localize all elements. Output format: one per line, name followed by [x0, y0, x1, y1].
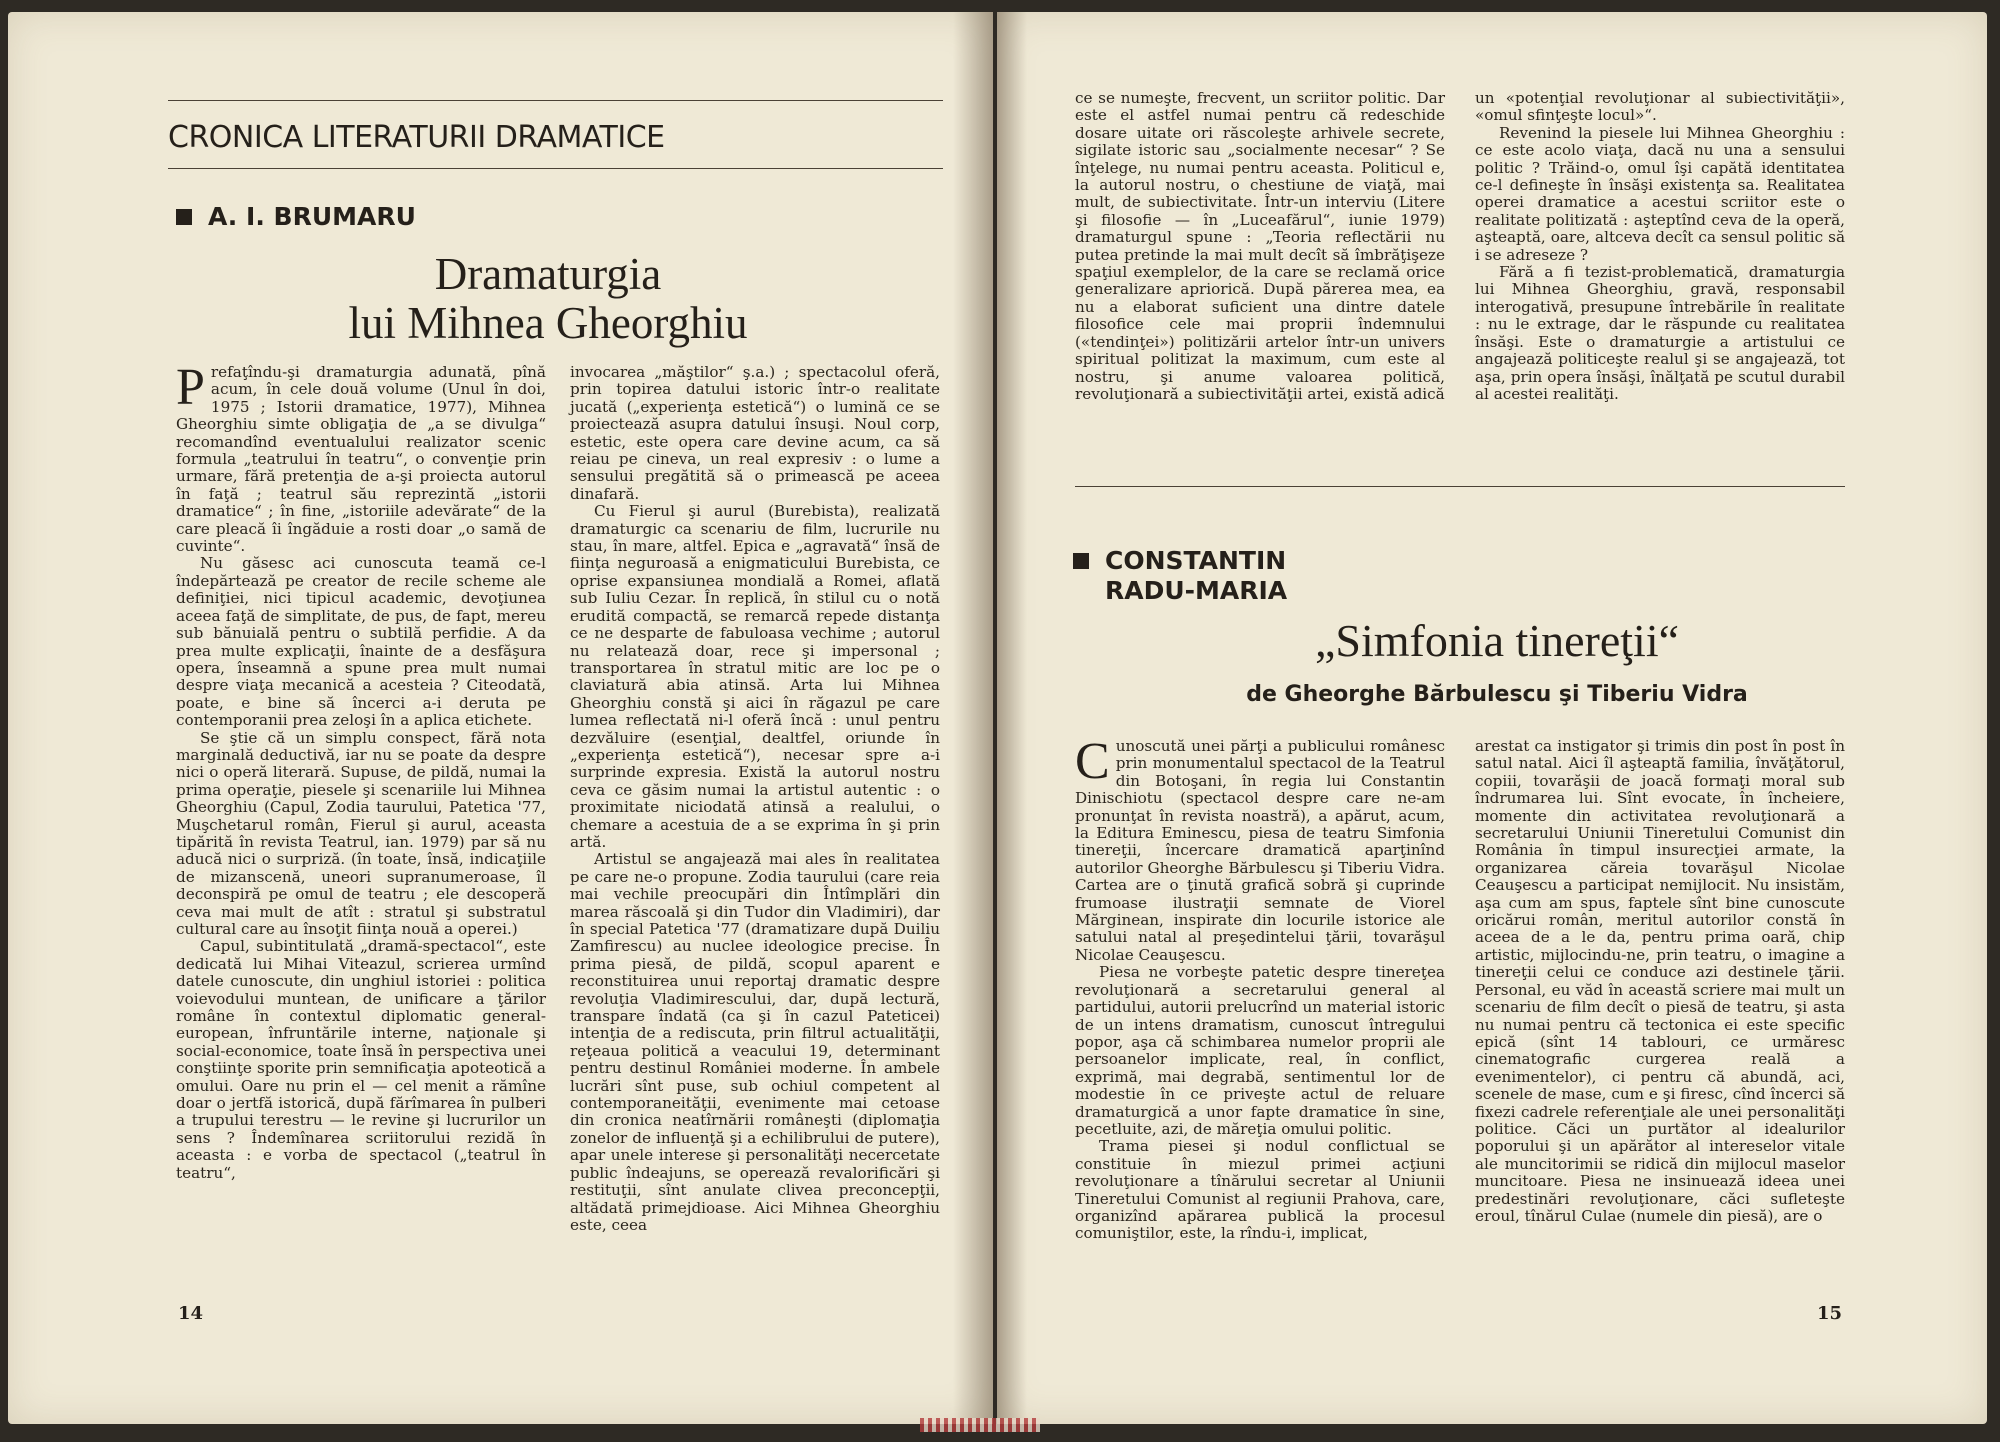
article-byline: de Gheorghe Bărbulescu şi Tiberiu Vidra	[1246, 682, 1748, 707]
paragraph: refaţîndu-şi dramaturgia adunată, pînă acum, în cele două volume (Unul în doi, 1975 ; Istorii dramatice, 1977), Mihnea Gheorghiu simte obligaţia de „a se divulga“ recomandînd eventualului realizator scenic formula „teatrului în teatru“, o convenţie prin urmare, fără pretenţia de a-şi proiecta autorul în faţă ; teatrul său reprezintă „istorii dramatice“ ; în fine, „istoriile adevărate“ de la care pleacă îi îngăduie a rosti doar „o samă de cuvinte“.	[176, 363, 546, 556]
paragraph: Trama piesei şi nodul conflictual se constituie în miezul primei acţiuni revoluţionare a tînărului secretar al Uniunii Tineretului Comunist al regiunii Prahova, care, organizînd apărarea publică la procesul comuniştilor, este, la rîndu-i, implicat,	[1075, 1137, 1445, 1243]
article-title-right	[1137, 616, 1857, 666]
left-page	[8, 12, 993, 1424]
left-column-1	[176, 359, 546, 1182]
right-column-2	[1475, 738, 1845, 1225]
article-title-left	[308, 250, 788, 347]
page-number-left: 14	[178, 1303, 204, 1324]
dropcap: C	[1075, 733, 1110, 790]
paragraph: invocarea „măştilor“ ş.a.) ; spectacolul oferă, prin topirea datului istoric într-o realitate jucată („experienţa estetică“) o lumină ce se proiectează asupra datului însuşi. Noul corp, estetic, este opera care devine acum, ca să reiau pe cineva, un real expresiv : o lume a sensului pregătită să o primească pe aceea dinafară.	[570, 363, 940, 503]
title-text: „Simfonia tinereţii“	[1314, 615, 1680, 666]
paragraph: Nu găsesc aci cunoscuta teamă ce-l îndepărtează pe creator de recile scheme ale definiţiei, nici tipicul academic, devoţiunea aceea faţă de simplitate, de pus, de fapt, mereu sub bănuială pentru o subtilă perfidie. A da prea multe explicaţii, înainte de a desfăşura opera, înseamnă a spune prea mult numai despre viaţa mecanică a acesteia ? Citeodată, poate, e bine să încerci a-i deruta pe contemporanii prea zeloşi în a aplica etichete.	[176, 554, 546, 730]
paragraph: un «potenţial revoluţionar al subiectivităţii», «omul sfinţeşte locul»“.	[1475, 89, 1845, 125]
author-right	[1073, 546, 1287, 606]
square-bullet-icon	[1073, 553, 1089, 569]
paragraph: Capul, subintitulată „dramă-spectacol“, este dedicată lui Mihai Viteazul, scrierea urmînd datele cunoscute, din unghiul istoriei : politica voievodului muntean, de unificare a ţărilor române în contextul diplomatic general-european, înfruntările interne, naţionale şi social-economice, toate însă în perspectiva unei conştiinţe sporite prin semnificaţia apoteotică a omului. Oare nu prin el — cel menit a rămîne doar o jertfă istorică, după fărîmarea în pulberi a trupului terestru — le revine şi lucrurilor un sens ? Îndemînarea scriitorului rezidă în aceasta : e vorba de spectacol („teatrul în teatru“,	[176, 937, 546, 1182]
title-line-1: Dramaturgia	[434, 249, 662, 299]
author-name: A. I. BRUMARU	[208, 202, 416, 231]
right-top-column-1	[1075, 90, 1445, 403]
page-number-right: 15	[1817, 1303, 1843, 1324]
author-name-block	[1105, 546, 1287, 606]
dropcap: P	[176, 359, 205, 416]
right-column-1	[1075, 733, 1445, 1243]
paragraph: arestat ca instigator şi trimis din post în post în satul natal. Aici îl aşteaptă familia, învăţătorul, copiii, tovarăşii de joacă formaţi moral sub îndrumarea lui. Sînt evocate, în încheiere, momente din activitatea revoluţionară a secretarului Uniunii Tineretului Comunist din România în timpul insurecţiei armate, la organizarea căreia tovarăşul Nicolae Ceauşescu a participat nemijlocit. Nu insistăm, aşa cum am spus, faptele sînt bine cunoscute oricărui român, meritul autorilor constă în aceea de a le da, pentru prima oară, chip artistic, mijlocindu-ne, prin teatru, o imagine a tinereţii celui ce conduce azi destinele ţării. Personal, eu văd în această scriere mai mult un scenariu de film decît o piesă de teatru, şi asta nu numai pentru că tectonica ei este specific epică (sînt 14 tablouri, ce urmăresc cinematografic curgerea reală a evenimentelor), ci pentru că abundă, aci, scenele de mase, cum e şi firesc, cînd încerci să fixezi cadrele referenţiale ale unei personalităţi politice. Căci un purtător al idealurilor poporului şi un apărător al intereselor vitale ale muncitorimii se ridică din mijlocul maselor muncitoare. Piesa ne insinuează ideea unei predestinări revoluţionare, căci sufleteşte eroul, tînărul Culae (numele din piesă), are o	[1475, 737, 1845, 1225]
author-left	[176, 202, 416, 232]
square-bullet-icon	[176, 209, 192, 225]
paragraph: Se ştie că un simplu conspect, fără nota marginală deductivă, iar nu se poate da despre nici o operă literară. Supuse, de pildă, numai la prima operaţie, piesele şi scenariile lui Mihnea Gheorghiu (Capul, Zodia taurului, Patetica '77, Muşchetarul român, Fierul şi aurul, aceasta tipărită în revista Teatrul, ian. 1979) par să nu aducă nici o surpriză. (în toate, însă, indicaţiile de mizanscenă, uneori supranumeroase, îl deconspiră pe omul de teatru ; ele descoperă ceva mai mult de atît : stratul şi substratul cultural care au însoţit fiinţa nouă a operei.)	[176, 728, 546, 938]
title-line-2: lui Mihnea Gheorghiu	[348, 297, 748, 348]
author-line-2: RADU-MARIA	[1105, 576, 1288, 605]
left-column-2	[570, 364, 940, 1234]
author-line-1: CONSTANTIN	[1105, 546, 1287, 575]
gutter-shadow-left	[953, 12, 993, 1424]
paragraph: ce se numeşte, frecvent, un scriitor politic. Dar este el astfel numai pentru că redeschide dosare uitate ori răscoleşte arhivele secrete, sigilate istoric sau „socialmente necesar“ ? Se înţelege, nu numai pentru aceasta. Politicul e, la autorul nostru, o chestiune de viaţă, mai mult, de subiectivitate. Într-un interviu (Litere şi filosofie — în „Luceafărul“, iunie 1979) dramaturgul spune : „Teoria reflectării nu putea pretinde la mai mult decît să îmbrăţişeze spaţiul exemplelor, de la care se reclamă orice generalizare apriorică. După părerea mea, ea nu a elaborat suficient una dintre datele filosofice cele mai proprii îndemnului («tendinţei») politizării artelor într-un univers spiritual politizat la maximum, cum este al nostru, şi anume valoarea politică, revoluţionară a subiectivităţii artei, există adică	[1075, 89, 1445, 403]
paragraph: Cu Fierul şi aurul (Burebista), realizată dramaturgic ca scenariu de film, lucrurile nu stau, în mare, altfel. Epica e „agravată“ însă de fiinţa neguroasă a enigmaticului Burebista, ce oprise expansiunea mondială a Romei, aflată sub Iuliu Cezar. În replică, în stilul cu o notă erudită compactă, se remarcă repede distanţa ce ne desparte de fabuloasa vechime ; autorul nu relatează doar, rece şi impersonal ; transportarea în stratul mitic are loc pe o claviatură abia atinsă. Arta lui Mihnea Gheorghiu constă şi aici în răgazul pe care lumea reflectată ni-l oferă încă : unul pentru dezvăluire (esenţial, dealtfel, oriunde în „experienţa estetică“), necesar spre a-i surprinde expresia. Există la autorul nostru ceva ce găsim numai la artistul autentic : o proximitate niciodată atinsă a realului, o chemare a acestuia de a se exprima în şi prin artă.	[570, 502, 940, 851]
paragraph: Piesa ne vorbeşte patetic despre tinereţea revoluţionară a secretarului general al partidului, autorii prelucrînd un material istoric de un intens dramatism, cunoscut întregului popor, aşa că schimbarea numelor proprii ale persoanelor implicate, real, în conflict, exprimă, mai degrabă, sentimentul lor de modestie în ce priveşte actul de reluare dramaturgică a unor fapte dramatice în sine, pecetluite, azi, de măreţia omului politic.	[1075, 963, 1445, 1138]
right-top-column-2	[1475, 90, 1845, 403]
paragraph: unoscută unei părţi a publicului românesc prin monumentalul spectacol de la Teatrul din Botoşani, în regia lui Constantin Dinischiotu (spectacol despre care ne-am pronunţat în revista noastră), a apărut, acum, la Editura Eminescu, piesa de teatru Simfonia tinereţii, încercare dramatică aparţinînd autorilor Gheorghe Bărbulescu şi Tiberiu Vidra. Cartea are o ţinută grafică sobră şi cuprinde frumoase ilustraţii semnate de Viorel Mărginean, inspirate din locurile istorice ale satului natal al preşedintelui ţării, tovarăşul Nicolae Ceauşescu.	[1075, 737, 1445, 964]
right-page	[997, 12, 1987, 1424]
binding-thread	[920, 1418, 1040, 1432]
gutter-shadow-right	[997, 12, 1027, 1424]
paragraph: Revenind la piesele lui Mihnea Gheorghiu : ce este acolo viaţa, dacă nu una a sensului politic ? Trăind-o, omul îşi capătă identitatea ce-l defineşte în însăşi existenţa sa. Realitatea operei dramatice a acestui scriitor este o realitate politizată : aşteptînd ceva de la operă, aşteaptă, oare, altceva decît ca sensul politic să i se adreseze ?	[1475, 123, 1845, 264]
section-divider-rule	[1075, 486, 1845, 487]
paragraph: Fără a fi tezist-problematică, dramaturgia lui Mihnea Gheorghiu, gravă, responsabil interogativă, presupune întrebările în realitate : nu le extrage, dar le răspunde cu realitatea însăşi. Este o dramaturgie a artistului ce angajează politiceşte realul şi se angajează, tot aşa, prin opera însăşi, înălţată pe scutul durabil al acestei realităţi.	[1475, 263, 1845, 403]
section-bottom-rule	[168, 168, 943, 169]
section-top-rule	[168, 100, 943, 101]
paragraph: Artistul se angajează mai ales în realitatea pe care ne-o propune. Zodia taurului (care reia mai vechile preocupări din Întîmplări din marea răscoală şi din Tudor din Vladimiri), dar în special Patetica '77 (dramatizare după Duiliu Zamfirescu) au nuclee ideologice precise. În prima piesă, de pildă, scopul aparent e reconstituirea unui reportaj dramatic despre revoluţia Vladimirescului, dar, după lectură, transpare îndată (ca şi în cazul Pateticei) intenţia de a rediscuta, prin filtrul actualităţii, reţeaua politică a veacului 19, determinant pentru destinul României moderne. În ambele lucrări sînt puse, sub ochiul competent al contemporaneităţii, evenimente mai cetoase din cronica neatîrnării româneşti (diplomaţia zonelor de influenţă şi a echilibrului de putere), apar unele interese şi personalităţi necercetate public îndeajuns, se operează revalorificări şi restituţii, sînt anulate clivea preconcepţii, altădată primejdioase. Aici Mihnea Gheorghiu este, ceea	[570, 850, 940, 1234]
section-title: CRONICA LITERATURII DRAMATICE	[168, 120, 665, 155]
